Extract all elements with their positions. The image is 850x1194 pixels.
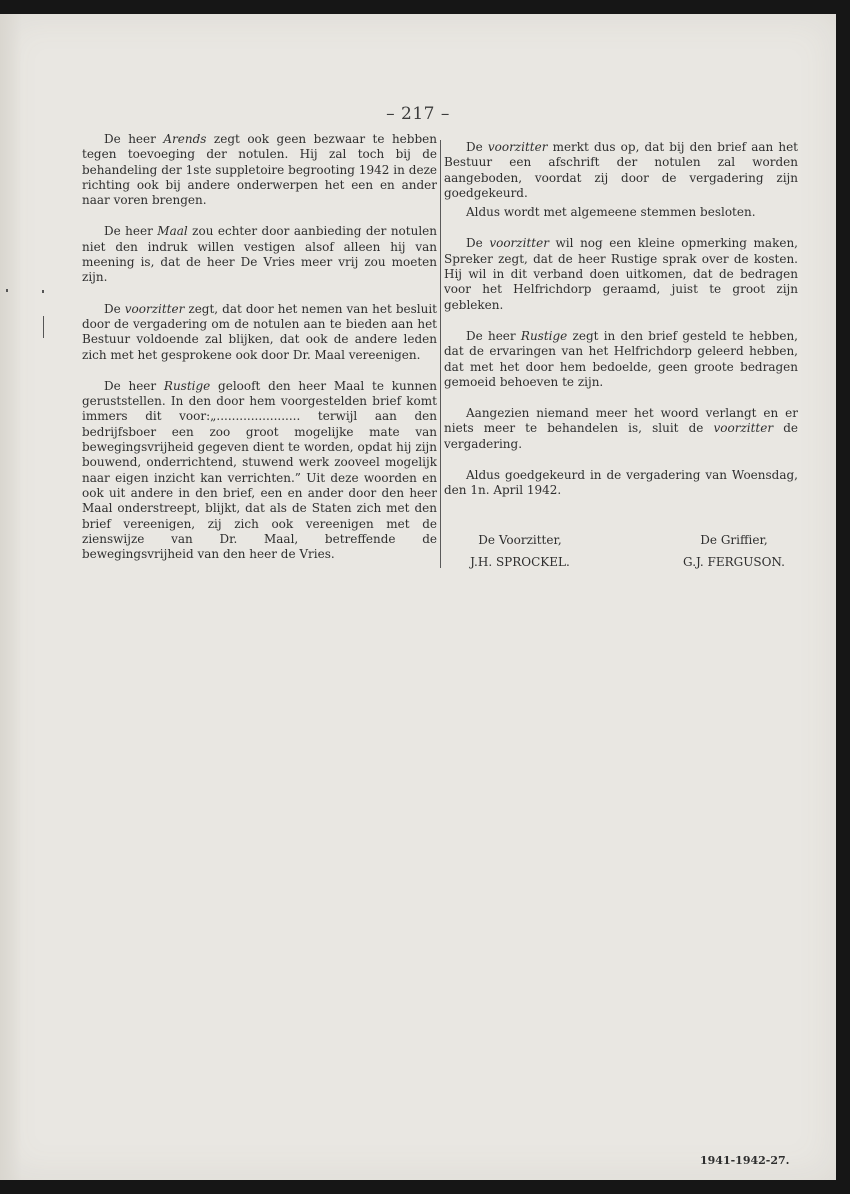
signature-title: De Griffier, [700, 533, 768, 547]
paragraph-arends: De heer Arends zegt ook geen bezwaar te hebben tegen toevoeging der notulen. Hij zal toch bij de behandeling der 1ste suppletoire begrooting 1942 in deze richting ook bij andere onderwerpen het een en ander naar voren brengen. [82, 132, 437, 208]
signature-name: G.J. FERGUSON. [683, 555, 785, 569]
signature-title: De Voorzitter, [478, 533, 562, 547]
margin-mark [43, 316, 44, 338]
column-divider [440, 140, 441, 568]
speaker-name: Arends [163, 132, 207, 146]
speaker-name: voorzitter [487, 140, 548, 154]
margin-mark [42, 290, 44, 293]
paragraph-voorzitter: De voorzitter zegt, dat door het nemen van het besluit door de vergadering om de notulen aan te bieden aan het Bestuur voldoende zal blijken, dat ook de andere leden zich met het gesprokene ook door Dr. Maal vereenigen. [82, 301, 437, 362]
document-page [0, 14, 836, 1180]
paragraph-besloten: Aldus wordt met algemeene stemmen besloten. [466, 205, 756, 220]
speaker-name: voorzitter [124, 301, 185, 316]
speaker-name: voorzitter [489, 236, 549, 251]
paragraph-maal: De heer Maal zou echter door aanbieding der notulen niet den indruk willen vestigen alsof alleen hij van meening is, dat de heer De Vries meer vrij zou moeten zijn. [82, 224, 437, 285]
paragraph-rustige-brief: De heer Rustige zegt in den brief gesteld te hebben, dat de ervaringen van het Helfrichdorp geleerd hebben, dat met het door hem bedoelde, geen groote bedragen gemoeid behoeven te zijn. [444, 328, 798, 389]
left-column [82, 132, 437, 562]
speaker-name: voorzitter [713, 421, 774, 436]
margin-mark [6, 289, 8, 292]
signature-voorzitter [450, 529, 590, 573]
paragraph-goedgekeurd: Aldus goedgekeurd in de vergadering van Woensdag, den 1n. April 1942. [444, 468, 798, 498]
right-column [444, 140, 798, 499]
page-number: – 217 – [386, 104, 450, 124]
speaker-name: Rustige [163, 378, 211, 393]
paragraph-voorzitter-afschrift: De voorzitter merkt dus op, dat bij den brief aan het Bestuur een afschrift der notulen zal worden aangeboden, voordat zij door de vergadering zijn goedgekeurd. [444, 140, 798, 200]
paragraph-sluiting: Aangezien niemand meer het woord verlangt en er niets meer te behandelen is, sluit de voorzitter de vergadering. [444, 406, 798, 451]
signature-griffier [666, 529, 802, 573]
speaker-name: Rustige [520, 328, 568, 343]
paragraph-rustige: De heer Rustige gelooft den heer Maal te kunnen geruststellen. In den door hem voorgestelden brief komt immers dit voor:„...................... terwijl aan den bedrijfsboer een zoo groot mogelijke mate van bewegingsvrijheid gegeven dient te worden, opdat hij zijn bouwend, onderrichtend, stuwend werk zooveel mogelijk naar eigen inzicht kan verrichten.” Uit deze woorden en ook uit andere in den brief, een en ander door den heer Maal onderstreept, blijkt, dat als de Staten zich met den brief vereenigen, zij zich ook vereenigen met de zienswijze van Dr. Maal, betreffende de bewegingsvrijheid van den heer de Vries. [82, 378, 437, 562]
speaker-name: Maal [157, 224, 188, 239]
paragraph-voorzitter-kosten: De voorzitter wil nog een kleine opmerking maken, Spreker zegt, dat de heer Rustige sprak over de kosten. Hij wil in dit verband doen uitkomen, dat de bedragen voor het Helfrichdorp geraamd, juist te groot zijn gebleken. [444, 236, 798, 312]
document-code: 1941-1942-27. [700, 1154, 790, 1167]
signature-name: J.H. SPROCKEL. [470, 555, 570, 569]
